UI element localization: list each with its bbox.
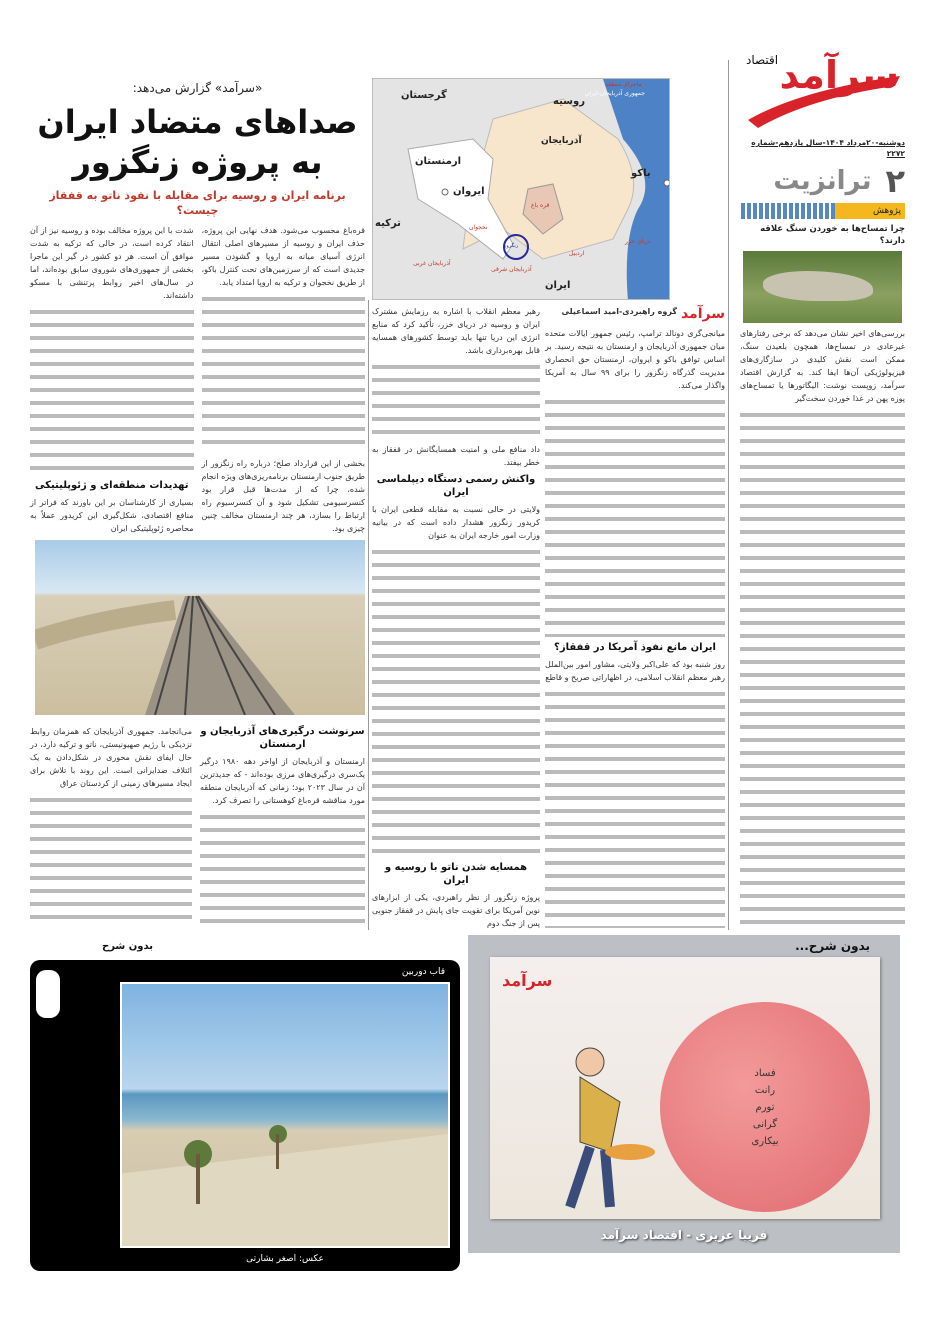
column-middle — [372, 305, 540, 930]
photo-box — [30, 960, 460, 1271]
tag-label: پژوهش — [835, 203, 905, 219]
sidebar-excerpt: بررسی‌های اخیر نشان می‌دهد که برخی رفتارهای غیرعادی در تمساح‌ها، همچون بلعیدن سنگ، ممکن است نقش کلیدی در سازگاری‌های فیزیولوژیکی آن‌ها ایفا کند. به گزارش اقتصاد سرآمد، زوپست نوشت: الیگاتورها یا تمساح‌های پوزه پهن در غذا خوردن سخت‌گیر — [740, 329, 905, 403]
subheading: سرنوشت درگیری‌های آذربایجان و ارمنستان — [200, 726, 365, 750]
ball-word: بیکاری — [751, 1135, 779, 1147]
cartoon-logo: سرآمد — [502, 971, 553, 990]
map-label: ایران — [545, 280, 571, 291]
map-label: روسیه — [553, 96, 585, 107]
map-label: آذربایجان — [541, 136, 582, 146]
subheading: تهدیدات منطقه‌ای و ژئوپلیتیکی — [35, 480, 189, 491]
page-number: ۲ — [885, 162, 905, 200]
ball-word: گرانی — [752, 1118, 778, 1130]
beach-photo — [120, 982, 450, 1248]
brand-mark: سرآمد — [680, 306, 725, 322]
ball-word: رانت — [754, 1084, 776, 1096]
dateline: دوشنبه-۲۰مرداد ۱۴۰۴-سال یازدهم-شماره ۲۲۷۲ — [751, 138, 905, 158]
sidebar — [740, 137, 905, 927]
map-label: آذربایجان غربی — [413, 260, 451, 267]
cartoon-credit: فریبا عزیزی - اقتصاد سرآمد — [600, 1228, 768, 1242]
photo-box-corner: بدون شرح — [102, 941, 154, 952]
top-left-block — [30, 80, 365, 535]
cartoon-title: بدون شرح... — [795, 939, 870, 953]
map-label: اردبیل — [569, 250, 585, 257]
map-label: گرجستان — [401, 90, 447, 101]
masthead-logo — [740, 50, 905, 134]
section-title: ترانزیت — [773, 166, 872, 196]
logo-subtext: اقتصاد — [746, 53, 779, 67]
photo-credit: عکس: اصغر بشارتی — [246, 1254, 324, 1264]
crocodile-image — [743, 251, 902, 323]
headline: صداهای متضاد ایران به پروژه زنگزور — [37, 103, 358, 181]
column-bottom-left — [30, 725, 192, 928]
ball-word: تورم — [755, 1101, 775, 1113]
map-label: نخجوان — [469, 224, 488, 231]
article-column: پروژه زنگزور از نظر راهبردی، یکی از ابزارهای نوین آمریکا برای تقویت جای پایش در قفقاز جنوبی پس از جنگ دوم — [372, 893, 540, 928]
column-bottom-right — [200, 725, 365, 928]
article-column: رهبر معظم انقلاب با اشاره به رزمایش مشترک ایران و روسیه در دریای خزر، تأکید کرد که منابع انرژی این دریا تنها باید توسط کشورهای همسایه قابل بهره‌برداری باشد. — [372, 307, 540, 355]
article-column: ولایتی در حالی نسبت به مقابله قطعی ایران با کریدور زنگزور هشدار داده است که در بیانیه وزارت امور خارجه ایران به عنوان — [372, 504, 540, 540]
byline-author: گروه راهبردی-امید اسماعیلی — [561, 307, 677, 316]
cartoon-image — [490, 957, 880, 1219]
map-legend: جمهوری آذربایجان-ایران — [585, 90, 645, 97]
lead-paragraph: میانجی‌گری دونالد ترامپ، رئیس جمهور ایالات متحده میان جمهوری آذربایجان و ارمنستان به نتیجه رسید. بر اساس توافق باکو و ایروان، ارمنستان حق انحصاری مدیریت گذرگاه زنگزور را برای ۹۹ سال به آمریکا واگذار می‌کند. — [545, 329, 725, 390]
article-column: قره‌باغ محسوب می‌شود. هدف نهایی این پروژه، حذف ایران و روسیه از مسیرهای اصلی انتقال انرژی آسیای میانه به اروپا و گشودن مسیر جدیدی است که از سرزمین‌های تحت کنترل باکو، از طریق نخجوان و ترکیه به اروپا امتداد یابد. — [201, 226, 365, 287]
article-column: ارمنستان و آذربایجان از اواخر دهه ۱۹۸۰ درگیر یک‌سری درگیری‌های مرزی بوده‌اند - که جدیدترین آن در سال ۲۰۲۳ بود؛ زمانی که آذربایجان منطقه مورد مناقشه قره‌باغ کوهستانی را تصرف کرد. — [200, 757, 365, 805]
map-label: ایروان — [453, 186, 485, 197]
column-lead — [545, 305, 725, 928]
byline — [545, 305, 677, 318]
photo-box-title: قاب دوربین — [401, 967, 445, 977]
map-label: ترکیه — [375, 218, 401, 229]
logo-text: سرآمد — [779, 53, 899, 97]
kicker: «سرآمد» گزارش می‌دهد: — [132, 81, 263, 95]
map-label: باکو — [631, 168, 651, 179]
map-legend: ماجرای منطقه — [605, 81, 642, 88]
caucasus-map — [372, 78, 670, 300]
subheadline: برنامه ایران و روسیه برای مقابله با نفوذ ناتو به قفقاز چیست؟ — [49, 189, 346, 217]
article-column: داد منافع ملی و امنیت همسایگانش در قفقاز به خطر بیفتد. — [372, 444, 540, 467]
map-label: ارمنستان — [415, 156, 462, 167]
article-column: بخشی از این قرارداد صلح؛ درباره راه زنگزور از طریق جنوب ارمنستان برنامه‌ریزی‌های ویژه انجام شده، چرا که از مدت‌ها قبل قرار بود کنسرسیومی تشکیل شود و آن کنسرسیوم راه ارتباط را بسازد، هر چند ارمنستان مخالف چنین چیزی بود. — [201, 459, 365, 533]
man-figure — [550, 1042, 660, 1212]
map-label: قره باغ — [531, 202, 550, 209]
tag-bar — [740, 203, 905, 219]
map-label: دریای خزر — [625, 238, 651, 245]
subheading: همسایه شدن ناتو با روسیه و ایران — [384, 862, 528, 886]
cartoon-box — [468, 935, 900, 1253]
article-column: روز شنبه بود که علی‌اکبر ولایتی، مشاور امور بین‌الملل رهبر معظم انقلاب اسلامی، در اظهاراتی صریح و قاطع — [545, 659, 725, 682]
subheading: واکنش رسمی دستگاه دیپلماسی ایران — [376, 473, 536, 498]
article-column: بسیاری از کارشناسان بر این باورند که فراتر از منافع اقتصادی، شکل‌گیری این کریدور عملاً به محاصره ژئوپلیتیکی ایران — [30, 498, 194, 533]
ball-word: فساد — [754, 1067, 776, 1079]
map-label: زنگزور — [504, 243, 519, 249]
debt-ball — [660, 1002, 870, 1212]
subheading: ایران مانع نفوذ آمریکا در قفقاز؟ — [554, 641, 716, 653]
article-column: شدت با این پروژه مخالف بوده و روسیه نیز از آن انتقاد کرده است، در حالی که ترکیه به شدت موافق آن است. هر دو کشور در گیر این ماجرا بخشی از جمهوری‌های شوروی سابق بوده‌اند، اما در سال‌های اخیر روابط پرتنشی با مسکو داشته‌اند. — [30, 226, 194, 300]
article-column: می‌انجامد. جمهوری آذربایجان که همزمان روابط نزدیکی با رژیم صهیونیستی، ناتو و ترکیه دارد، در حال ایفای نقش محوری در شکل‌دادن به یک ائتلاف ضدایرانی است. این روند با تلاش برای ایجاد مسیرهای زمینی از کردستان عراق — [30, 727, 192, 788]
map-label: آذربایجان شرقی — [491, 266, 532, 273]
sidebar-question: چرا تمساح‌ها به خوردن سنگ علاقه دارند؟ — [760, 224, 905, 246]
railway-photo — [35, 540, 365, 715]
section-header — [740, 163, 905, 199]
